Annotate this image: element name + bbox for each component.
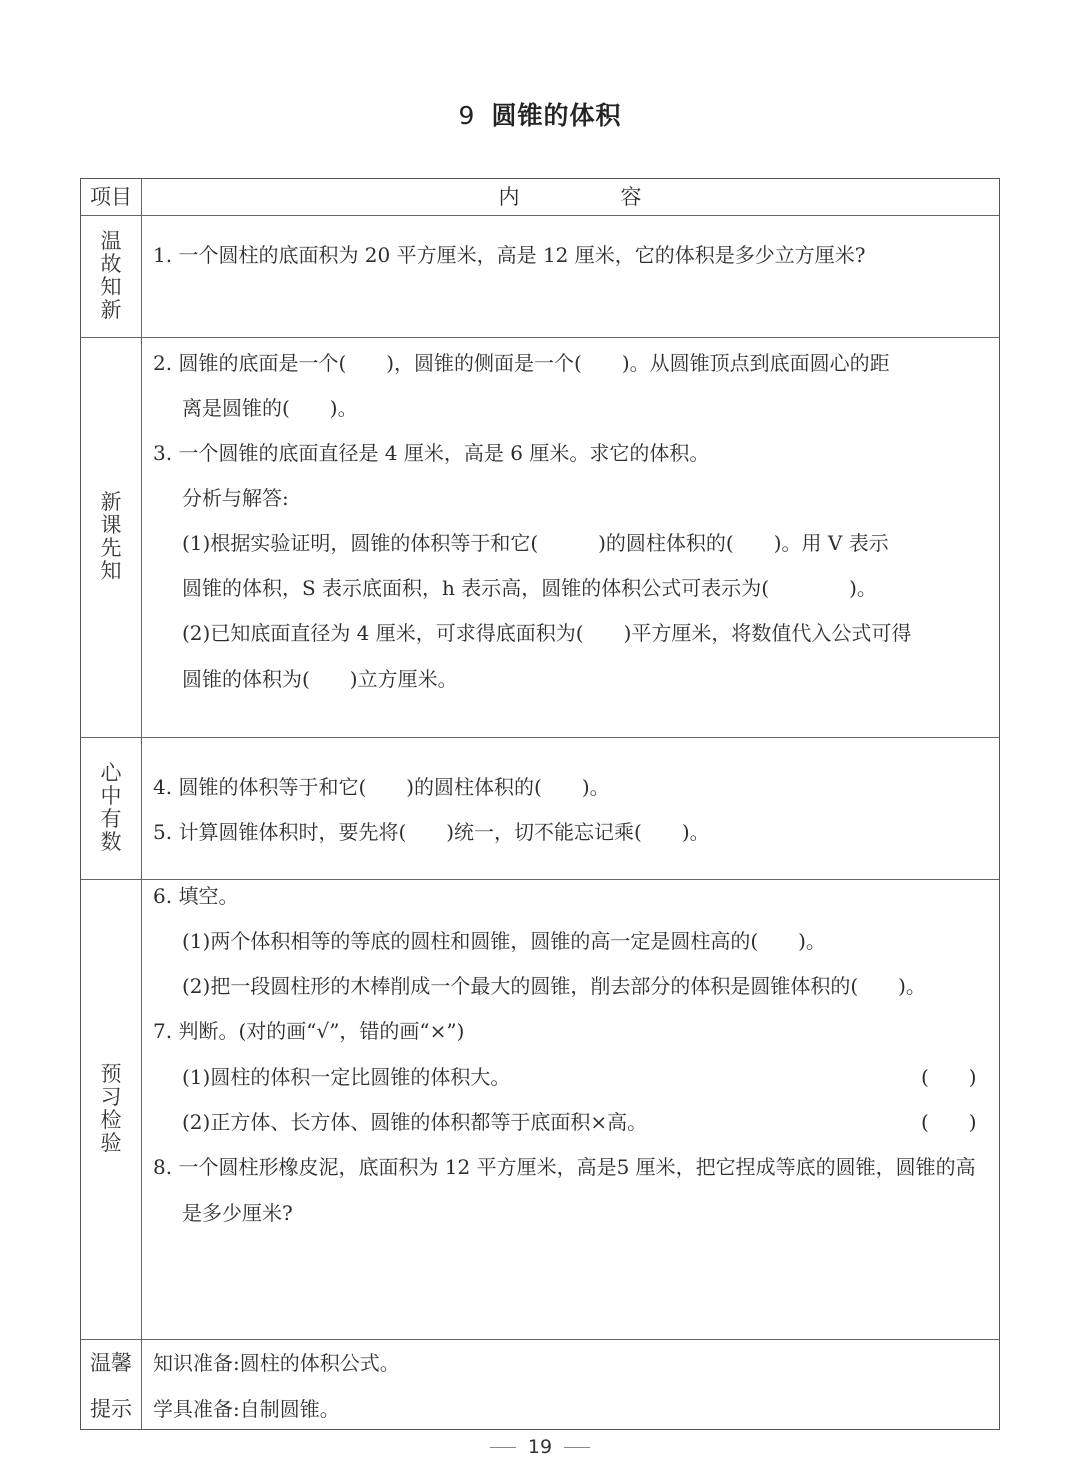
footer-dash (564, 1447, 590, 1448)
section-label-summary: 心 中 有 数 (100, 761, 122, 854)
question-8-line1: 8. 一个圆柱形橡皮泥，底面积为 12 平方厘米，高是5 厘米，把它捏成等底的圆锥，圆锥的高 (153, 1155, 976, 1179)
question-8-line2: 是多少厘米? (182, 1201, 293, 1225)
answer-paren: ( ) (921, 1065, 977, 1089)
question-2-line1: 2. 圆锥的底面是一个( )，圆锥的侧面是一个( )。从圆锥顶点到底面圆心的距 (153, 351, 890, 375)
row-divider (81, 737, 999, 738)
page-number: 19 (527, 1436, 553, 1458)
header-content: 内 容 (498, 185, 682, 209)
answer-paren: ( ) (921, 1110, 977, 1134)
question-7: 7. 判断。(对的画“√”，错的画“×”) (153, 1019, 465, 1043)
lesson-number: 9 (458, 101, 476, 130)
section-label-preview-check: 预 习 检 验 (100, 1062, 122, 1155)
row-divider (81, 337, 999, 338)
analysis-part1-line1: (1)根据实验证明，圆锥的体积等于和它( )的圆柱体积的( )。用 V 表示 (182, 531, 889, 555)
question-3: 3. 一个圆锥的底面直径是 4 厘米，高是 6 厘米。求它的体积。 (153, 441, 710, 465)
section-label-new-lesson: 新 课 先 知 (100, 490, 122, 583)
lesson-title: 圆锥的体积 (491, 101, 622, 130)
question-1: 1. 一个圆柱的底面积为 20 平方厘米，高是 12 厘米，它的体积是多少立方厘米? (153, 243, 866, 267)
section-label-tips-line2: 提示 (90, 1397, 132, 1421)
question-5: 5. 计算圆锥体积时，要先将( )统一，切不能忘记乘( )。 (153, 820, 710, 844)
analysis-part2-line2: 圆锥的体积为( )立方厘米。 (182, 667, 458, 691)
header-item: 项目 (90, 185, 132, 209)
question-6-part1: (1)两个体积相等的等底的圆柱和圆锥，圆锥的高一定是圆柱高的( )。 (182, 929, 826, 953)
question-4: 4. 圆锥的体积等于和它( )的圆柱体积的( )。 (153, 775, 610, 799)
lesson-table (80, 178, 1000, 1430)
question-7-part2: (2)正方体、长方体、圆锥的体积都等于底面积×高。 (182, 1110, 648, 1134)
analysis-part1-line2: 圆锥的体积，S 表示底面积，h 表示高，圆锥的体积公式可表示为( )。 (182, 576, 877, 600)
row-divider (81, 879, 999, 880)
analysis-heading: 分析与解答: (182, 486, 289, 510)
section-label-tips-line1: 温馨 (90, 1351, 132, 1375)
page-title (0, 96, 1080, 132)
tip-tools: 学具准备:自制圆锥。 (153, 1397, 340, 1421)
row-divider (81, 1339, 999, 1340)
question-7-part1: (1)圆柱的体积一定比圆锥的体积大。 (182, 1065, 511, 1089)
column-divider (141, 179, 142, 1429)
question-6: 6. 填空。 (153, 884, 239, 908)
section-label-review: 温 故 知 新 (100, 229, 122, 322)
tip-knowledge: 知识准备:圆柱的体积公式。 (153, 1351, 400, 1375)
question-6-part2: (2)把一段圆柱形的木棒削成一个最大的圆锥，削去部分的体积是圆锥体积的( )。 (182, 974, 926, 998)
page-footer (0, 1436, 1080, 1458)
question-2-line2: 离是圆锥的( )。 (182, 396, 358, 420)
row-divider (81, 215, 999, 216)
analysis-part2-line1: (2)已知底面直径为 4 厘米，可求得底面积为( )平方厘米，将数值代入公式可得 (182, 621, 912, 645)
footer-dash (490, 1447, 516, 1448)
